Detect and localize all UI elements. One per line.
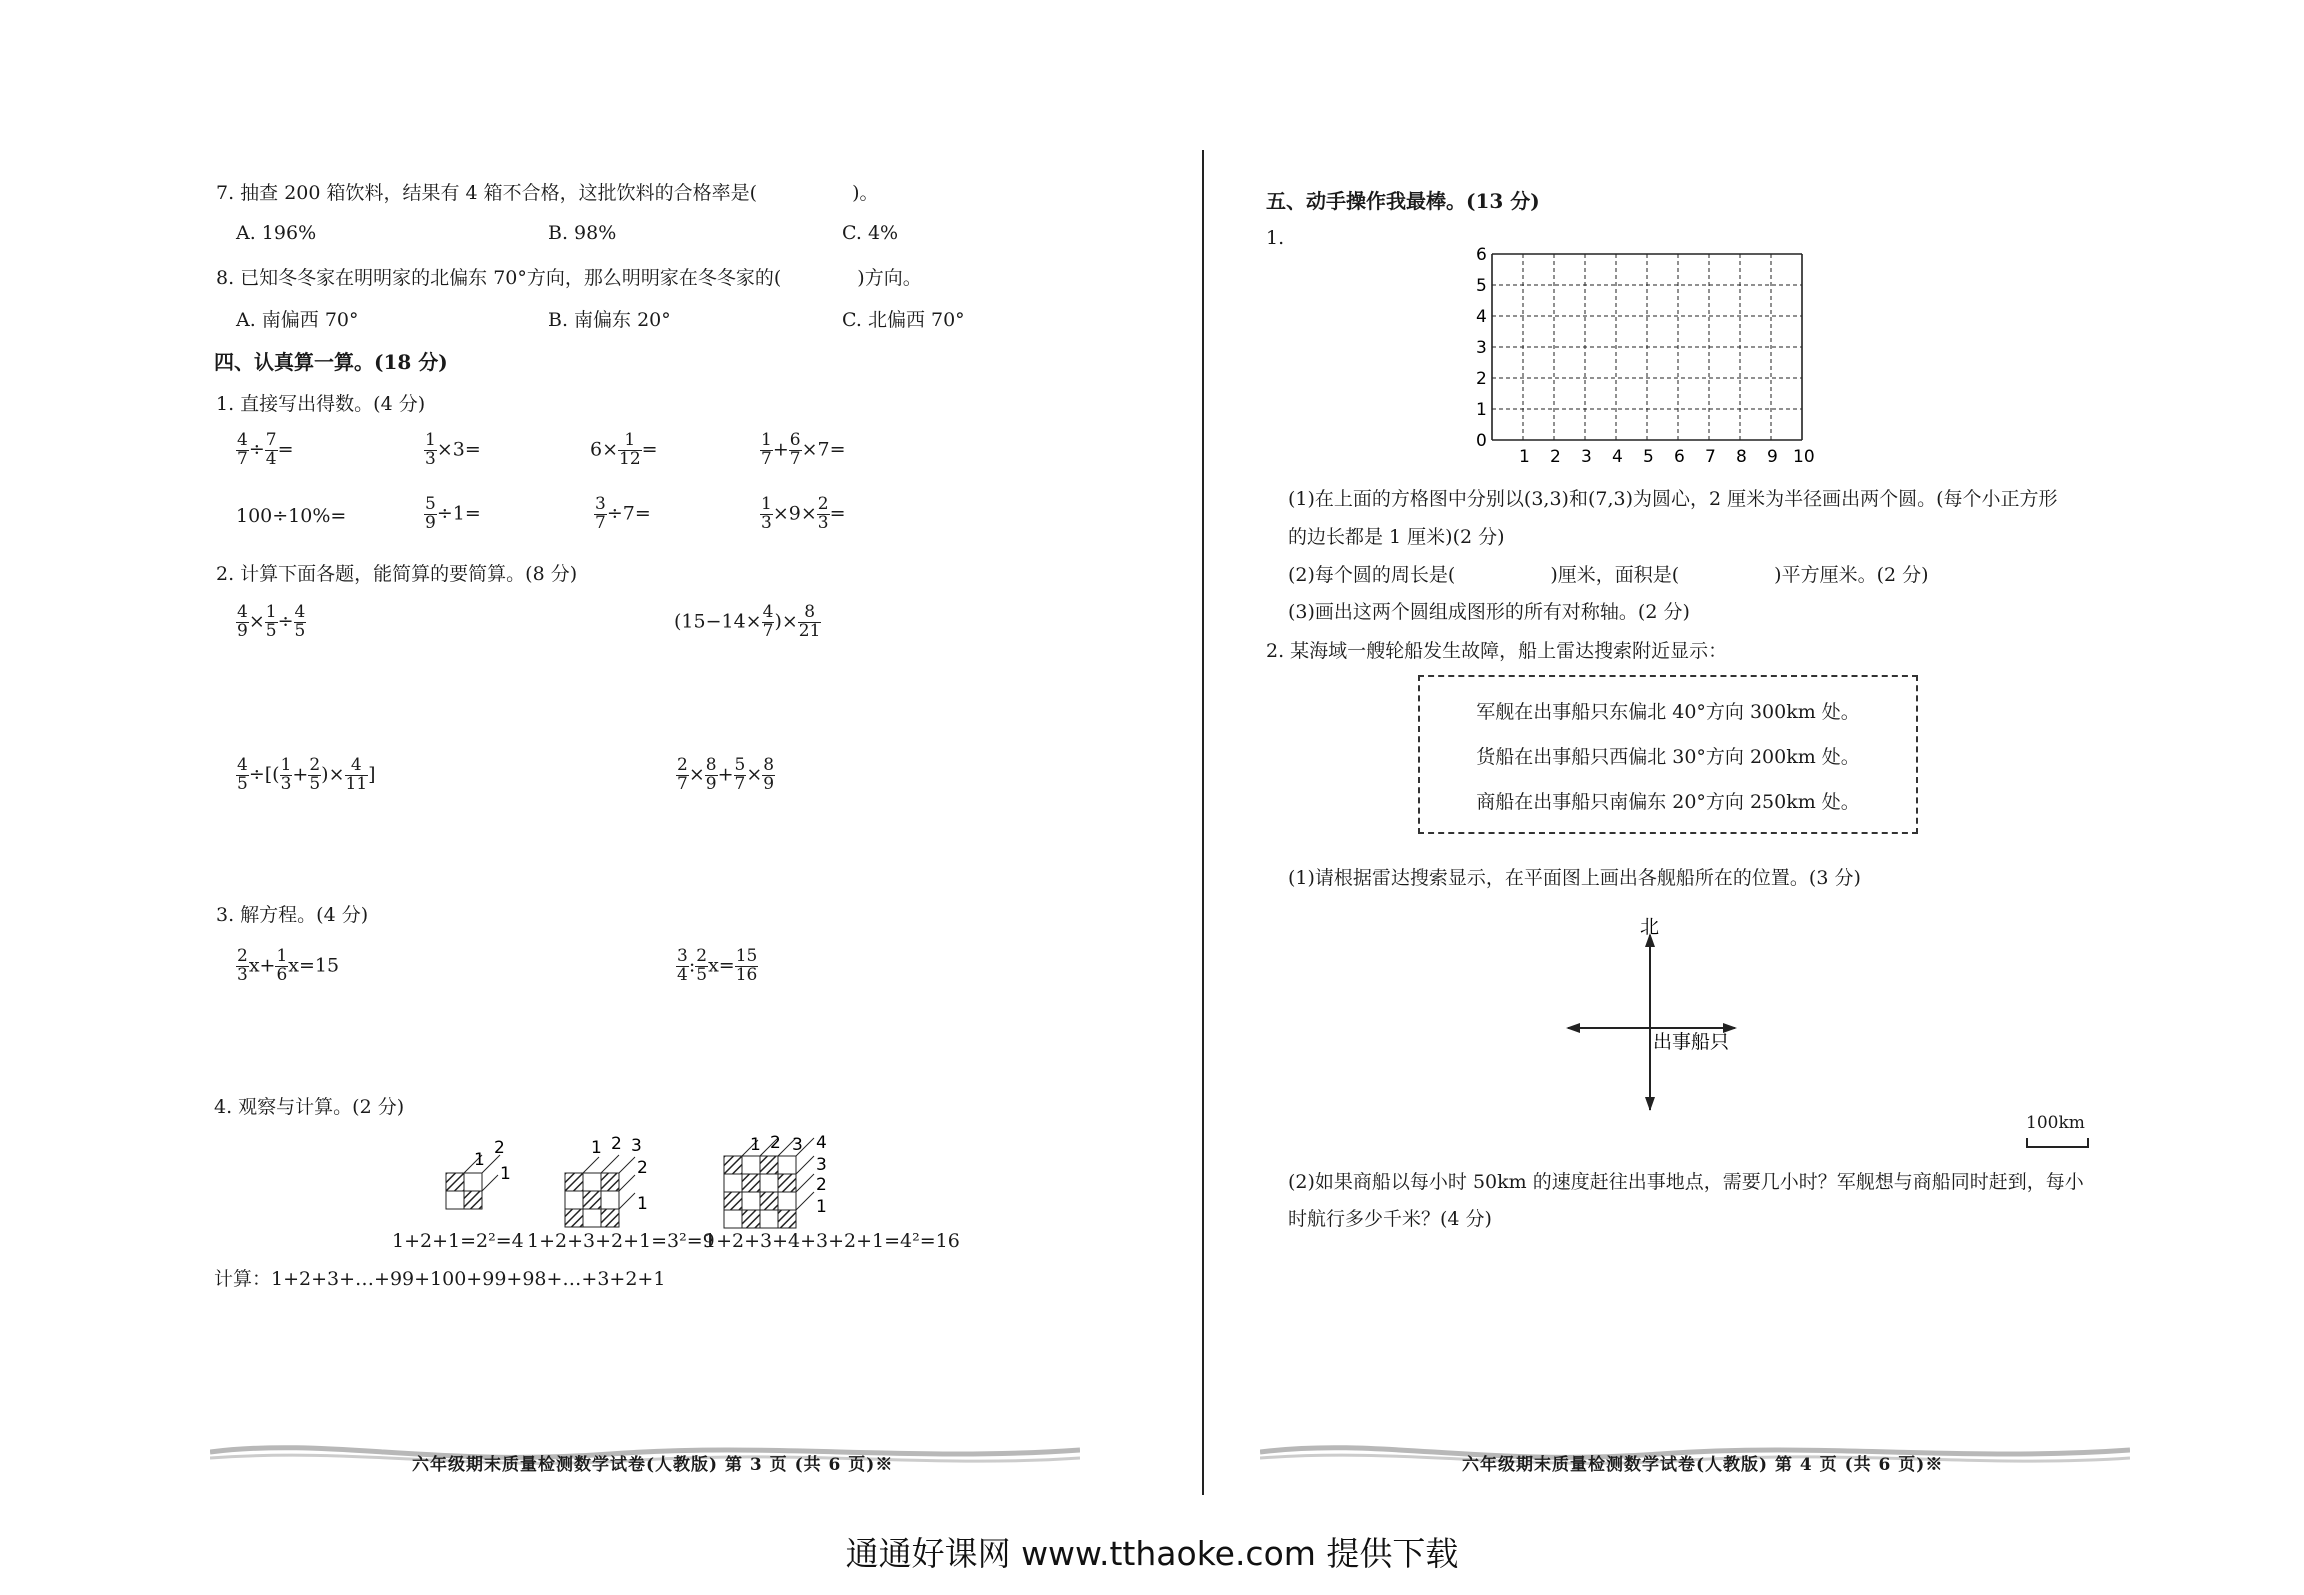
- svg-text:2: 2: [770, 1133, 781, 1153]
- s1-expr-2: $\frac{1}{3}$ ×3=: [425, 430, 481, 469]
- q8-option-c: C. 北偏西 70°: [842, 309, 965, 331]
- x-tick-label: 8: [1736, 447, 1747, 467]
- section5-title: 五、动手操作我最棒。(13 分): [1266, 189, 1540, 213]
- x-tick-label: 1: [1519, 447, 1530, 467]
- fraction: $\frac{6}{7}$: [789, 430, 801, 469]
- fraction: $\frac{2}{3}$: [817, 494, 829, 533]
- page-divider: [1202, 150, 1204, 1495]
- grid-label: 1: [474, 1150, 485, 1170]
- coordinate-grid: [1470, 240, 1830, 468]
- radar-box: [1418, 675, 1918, 834]
- s1-expr-4: $\frac{1}{7}$ + $\frac{6}{7}$ ×7=: [761, 430, 846, 469]
- q1-sub1-line1: (1)在上面的方格图中分别以(3,3)和(7,3)为圆心，2 厘米为半径画出两个圆。(每个小正方形: [1288, 488, 2058, 510]
- fraction: $\frac{5}{9}$: [425, 494, 436, 533]
- s4-eq-3: 1+2+3+4+3+2+1=4²=16: [704, 1230, 960, 1252]
- s3-title: 3. 解方程。(4 分): [216, 904, 369, 926]
- s4-eq-1: 1+2+1=2²=4: [392, 1230, 524, 1252]
- fraction: $\frac{1}{3}$: [761, 494, 772, 533]
- x-tick-label: 5: [1643, 447, 1654, 467]
- page-footer-right: 六年级期末质量检测数学试卷(人教版) 第 4 页 (共 6 页)※: [1462, 1455, 1944, 1475]
- svg-text:3: 3: [631, 1136, 642, 1156]
- fraction: $\frac{4}{5}$: [237, 755, 248, 794]
- fraction: $\frac{3}{4}$: [677, 946, 688, 985]
- fraction: $\frac{7}{4}$: [265, 430, 277, 469]
- q2-sub2-line2: 时航行多少千米？(4 分): [1288, 1208, 1492, 1230]
- radar-line-3: 商船在出事船只南偏东 20°方向 250km 处。: [1476, 791, 1860, 813]
- fraction: $\frac{2}{3}$: [237, 946, 248, 985]
- x-tick-label: 6: [1674, 447, 1685, 467]
- fraction: $\frac{1}{6}$: [276, 946, 288, 985]
- page-footer-left: 六年级期末质量检测数学试卷(人教版) 第 3 页 (共 6 页)※: [412, 1455, 894, 1475]
- radar-line-1: 军舰在出事船只东偏北 40°方向 300km 处。: [1476, 701, 1860, 723]
- fraction: $\frac{5}{7}$: [734, 755, 746, 794]
- s3-expr-2: $\frac{3}{4}$ : $\frac{2}{5}$ x= $\frac{15}{16}$: [677, 946, 758, 985]
- q2-sub2-line1: (2)如果商船以每小时 50km 的速度赶往出事地点，需要几小时？军舰想与商船同时赶到，每小: [1288, 1171, 2084, 1193]
- y-tick-label: 0: [1476, 431, 1487, 451]
- pattern-grids: [440, 1110, 940, 1230]
- compass-north-label: 北: [1640, 916, 1660, 938]
- s1-expr-8: $\frac{1}{3}$ ×9× $\frac{2}{3}$ =: [761, 494, 846, 533]
- y-tick-label: 3: [1476, 338, 1487, 358]
- s4-eq-2: 1+2+3+2+1=3²=9: [527, 1230, 715, 1252]
- s1-expr-6: $\frac{5}{9}$ ÷1=: [425, 494, 481, 533]
- q1-sub1-line2: 的边长都是 1 厘米)(2 分): [1288, 526, 1505, 548]
- q8-option-a: A. 南偏西 70°: [236, 309, 359, 331]
- fraction: $\frac{2}{7}$: [677, 755, 688, 794]
- svg-text:3: 3: [816, 1155, 827, 1175]
- fraction: $\frac{2}{5}$: [309, 755, 321, 794]
- q7-option-a: A. 196%: [236, 222, 317, 244]
- x-tick-label: 7: [1705, 447, 1716, 467]
- s1-expr-5: 100÷10%=: [236, 505, 347, 527]
- y-tick-label: 6: [1476, 245, 1487, 265]
- q8-option-b: B. 南偏东 20°: [548, 309, 671, 331]
- svg-text:1: 1: [591, 1138, 602, 1158]
- x-tick-label: 9: [1767, 447, 1778, 467]
- svg-text:4: 4: [816, 1133, 827, 1153]
- s3-expr-1: $\frac{2}{3}$ x+ $\frac{1}{6}$ x=15: [237, 946, 340, 985]
- s1-expr-7: $\frac{3}{7}$ ÷7=: [595, 494, 651, 533]
- grid-3x3: [565, 1134, 648, 1227]
- q7-option-b: B. 98%: [548, 222, 617, 244]
- fraction: $\frac{1}{7}$: [761, 430, 772, 469]
- fraction: $\frac{1}{3}$: [425, 430, 436, 469]
- grid-tick-labels: [1476, 245, 1815, 467]
- grid-label: 1: [500, 1164, 511, 1184]
- fraction: $\frac{4}{7}$: [762, 602, 774, 641]
- svg-text:1: 1: [637, 1194, 648, 1214]
- fraction: $\frac{15}{16}$: [735, 946, 758, 985]
- compass-center-label: 出事船只: [1653, 1031, 1730, 1053]
- section4-title: 四、认真算一算。(18 分): [214, 350, 448, 374]
- grid-lines: [1492, 254, 1802, 440]
- s4-title: 4. 观察与计算。(2 分): [214, 1096, 405, 1118]
- fraction: $\frac{1}{3}$: [280, 755, 292, 794]
- svg-text:1: 1: [750, 1135, 761, 1155]
- fraction: $\frac{1}{12}$: [619, 430, 641, 469]
- x-tick-label: 2: [1550, 447, 1561, 467]
- q2-sub1: (1)请根据雷达搜索显示，在平面图上画出各舰船所在的位置。(3 分): [1288, 867, 1861, 889]
- grid-2x2: [446, 1138, 511, 1209]
- svg-text:2: 2: [637, 1158, 648, 1178]
- fraction: $\frac{3}{7}$: [595, 494, 606, 533]
- fraction: $\frac{4}{5}$: [294, 602, 306, 641]
- y-tick-label: 4: [1476, 307, 1487, 327]
- q7-text: 7. 抽查 200 箱饮料，结果有 4 箱不合格，这批饮料的合格率是( )。: [216, 182, 879, 204]
- watermark-text: 通通好课网 www.tthaoke.com 提供下载: [845, 1534, 1459, 1573]
- q1-sub2: (2)每个圆的周长是( )厘米，面积是( )平方厘米。(2 分): [1288, 564, 1929, 586]
- fraction: $\frac{1}{5}$: [265, 602, 277, 641]
- s4-calc: 计算：1+2+3+…+99+100+99+98+…+3+2+1: [214, 1268, 666, 1290]
- fraction: $\frac{8}{21}$: [798, 602, 821, 641]
- y-tick-label: 5: [1476, 276, 1487, 296]
- compass-diagram: [1560, 915, 1780, 1115]
- y-tick-label: 1: [1476, 400, 1487, 420]
- y-tick-label: 2: [1476, 369, 1487, 389]
- s2-expr-4: $\frac{2}{7}$ × $\frac{8}{9}$ + $\frac{5}{7}$ × $\frac{8}{9}$: [677, 755, 775, 794]
- fraction: $\frac{2}{5}$: [696, 946, 708, 985]
- x-tick-label: 4: [1612, 447, 1623, 467]
- svg-text:3: 3: [792, 1135, 803, 1155]
- s1-title: 1. 直接写出得数。(4 分): [216, 393, 426, 415]
- s2-expr-3: $\frac{4}{5}$ ÷[( $\frac{1}{3}$ + $\frac{2}{5}$ )× $\frac{4}{11}$ ]: [237, 755, 376, 794]
- s2-expr-1: $\frac{4}{9}$ × $\frac{1}{5}$ ÷ $\frac{4}{5}$: [237, 602, 306, 641]
- x-tick-label: 3: [1581, 447, 1592, 467]
- scale-label: 100km: [2026, 1113, 2085, 1133]
- fraction: $\frac{4}{11}$: [345, 755, 368, 794]
- fraction: $\frac{4}{7}$: [237, 430, 248, 469]
- s2-title: 2. 计算下面各题，能简算的要简算。(8 分): [216, 563, 578, 585]
- x-tick-label: 10: [1793, 447, 1815, 467]
- radar-line-2: 货船在出事船只西偏北 30°方向 200km 处。: [1476, 746, 1860, 768]
- scale-bar: [2026, 1137, 2090, 1151]
- svg-text:2: 2: [611, 1134, 622, 1154]
- svg-text:2: 2: [816, 1175, 827, 1195]
- south-arrow-icon: [1645, 1097, 1655, 1111]
- west-arrow-icon: [1566, 1023, 1580, 1033]
- fraction: $\frac{8}{9}$: [705, 755, 717, 794]
- q8-text: 8. 已知冬冬家在明明家的北偏东 70°方向，那么明明家在冬冬家的( )方向。: [216, 267, 922, 289]
- s1-expr-1: $\frac{4}{7}$ ÷ $\frac{7}{4}$ =: [237, 430, 294, 469]
- s1-expr-3: 6× $\frac{1}{12}$ =: [590, 430, 658, 469]
- s2-expr-2: (15−14× $\frac{4}{7}$ )× $\frac{8}{21}$: [674, 602, 821, 641]
- grid-4x4: [724, 1133, 827, 1228]
- q2-title: 2. 某海域一艘轮船发生故障，船上雷达搜索附近显示：: [1266, 640, 1728, 662]
- grid-label: 2: [494, 1138, 505, 1158]
- q7-option-c: C. 4%: [842, 222, 899, 244]
- svg-text:1: 1: [816, 1197, 827, 1217]
- q1-number: 1.: [1266, 227, 1285, 249]
- q1-sub3: (3)画出这两个圆组成图形的所有对称轴。(2 分): [1288, 601, 1690, 623]
- fraction: $\frac{4}{9}$: [237, 602, 248, 641]
- fraction: $\frac{8}{9}$: [763, 755, 775, 794]
